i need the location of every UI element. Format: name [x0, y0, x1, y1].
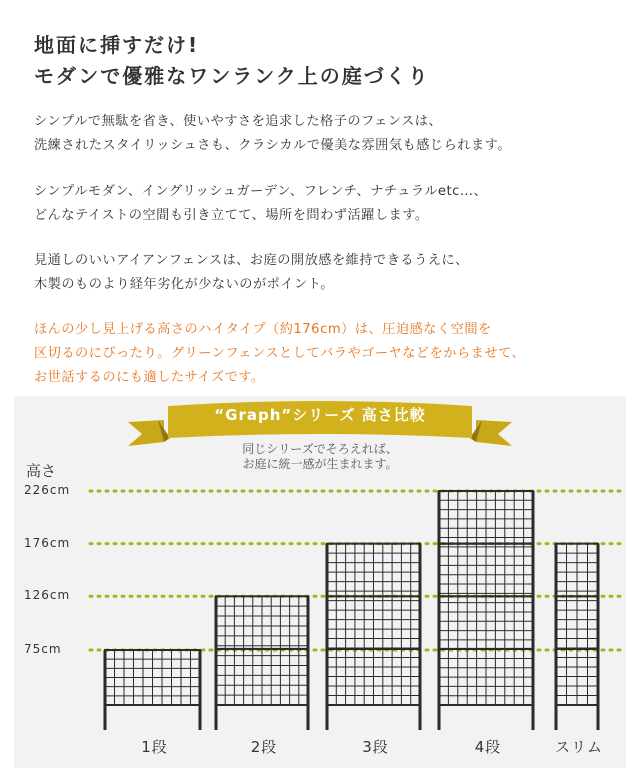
category-label: 2段	[250, 738, 278, 756]
y-tick-label: 226cm	[24, 483, 71, 497]
paragraph-1-line-1: シンプルで無駄を省き、使いやすさを追求した格子のフェンスは、	[34, 114, 443, 129]
category-label: 1段	[141, 738, 168, 756]
highlight-line-3: お世話するのにも適したサイズです。	[34, 370, 265, 385]
paragraph-3-line-2: 木製のものより経年劣化が少ないのがポイント。	[34, 277, 334, 292]
headline-line-2: モダンで優雅なワンランク上の庭づくり	[34, 64, 430, 88]
chart-subtitle-line-2: お庭に統一感が生まれます。	[242, 457, 398, 471]
fence-bar-4	[439, 491, 533, 730]
paragraph-2-line-2: どんなテイストの空間も引き立てて、場所を問わず活躍します。	[34, 208, 429, 223]
chart-title: “Graph”シリーズ 高さ比較	[214, 406, 426, 424]
y-tick-label: 176cm	[24, 535, 71, 550]
chart-subtitle-line-1: 同じシリーズでそろえれば、	[242, 442, 398, 456]
highlight-line-2: 区切るのにぴったり。グリーンフェンスとしてバラやゴーヤなどをからませて、	[34, 346, 526, 361]
highlight-line-1: ほんの少し見上げる高さのハイタイプ（約176cm）は、圧迫感なく空間を	[34, 322, 492, 337]
fence-bar-5	[556, 544, 598, 730]
paragraph-2-line-1: シンプルモダン、イングリッシュガーデン、フレンチ、ナチュラルetc…、	[34, 184, 488, 199]
paragraph-1-line-2: 洗練されたスタイリッシュさも、クラシカルで優美な雰囲気も感じられます。	[34, 138, 511, 153]
category-label: 4段	[474, 738, 502, 756]
category-label: 3段	[362, 738, 389, 756]
fence-bar-2	[216, 596, 308, 730]
y-tick-label: 126cm	[24, 588, 71, 603]
fence-bar-1	[105, 650, 200, 730]
headline-line-1: 地面に挿すだけ!	[34, 33, 200, 57]
category-label: スリム	[554, 738, 604, 756]
y-axis-title: 高さ	[26, 462, 57, 480]
paragraph-3-line-1: 見通しのいいアイアンフェンスは、お庭の開放感を維持できるうえに、	[34, 253, 469, 268]
fence-bar-3	[327, 544, 420, 730]
y-tick-label: 75cm	[24, 642, 62, 656]
